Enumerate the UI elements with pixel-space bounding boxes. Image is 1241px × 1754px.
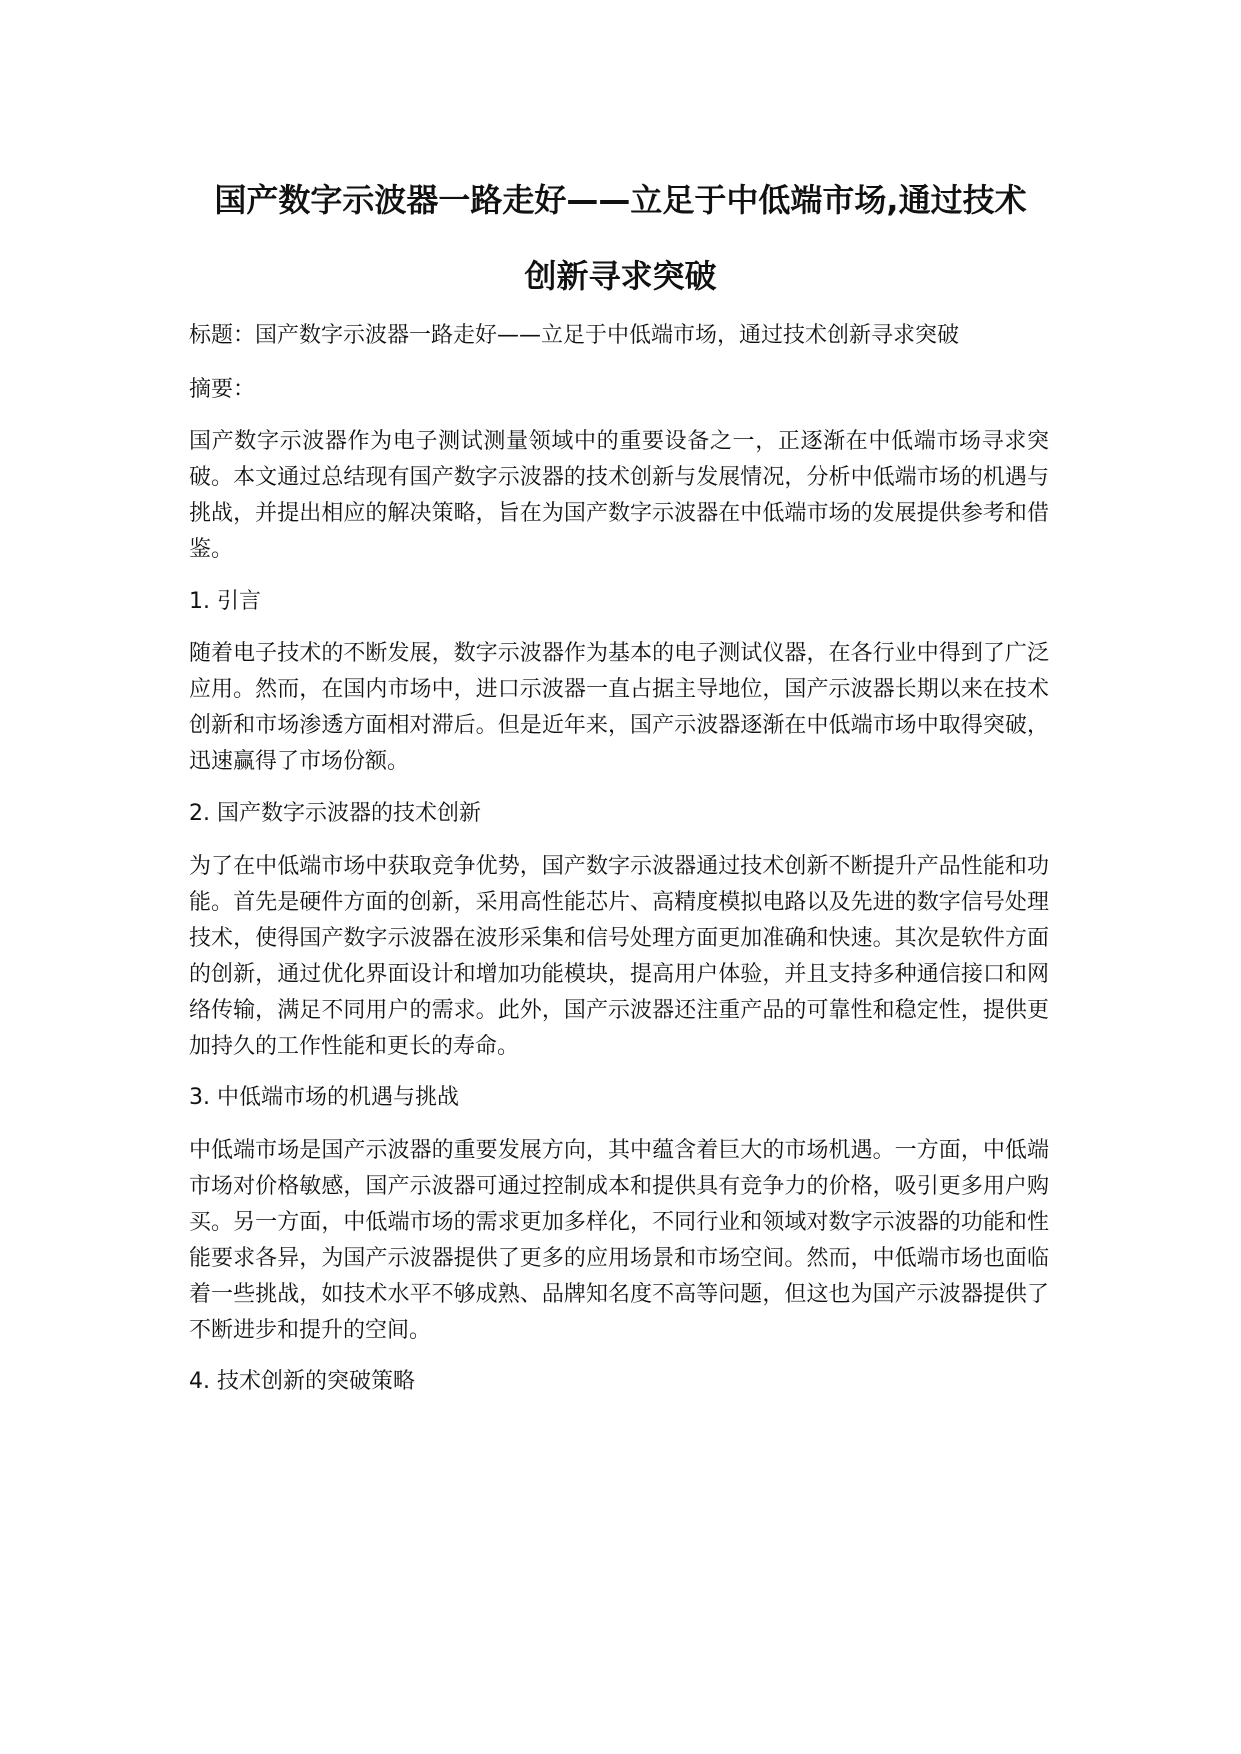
- section-heading-tech-innovation: 2. 国产数字示波器的技术创新: [189, 801, 481, 826]
- abstract-label: 摘要：: [189, 377, 256, 402]
- meta-title-line: 标题：国产数字示波器一路走好——立足于中低端市场，通过技术创新寻求突破: [189, 323, 960, 348]
- section-body-tech-innovation: 为了在中低端市场中获取竞争优势，国产数字示波器通过技术创新不断提升产品性能和功能。首先是硬件方面的创新，采用高性能芯片、高精度模拟电路以及先进的数字信号处理技术，使得国产数字示波器在波形采集和信号处理方面更加准确和快速。其次是软件方面的创新，通过优化界面设计和增加功能模块，提高用户体验，并且支持多种通信接口和网络传输，满足不同用户的需求。此外，国产示波器还注重产品的可靠性和稳定性，提供更加持久的工作性能和更长的寿命。: [189, 854, 1049, 1059]
- section-heading-breakthrough-strategy: 4. 技术创新的突破策略: [189, 1369, 415, 1394]
- section-heading-introduction: 1. 引言: [189, 589, 261, 614]
- document-title-line-1: 国产数字示波器一路走好——立足于中低端市场,通过技术: [214, 181, 1027, 219]
- abstract-paragraph: 国产数字示波器作为电子测试测量领域中的重要设备之一，正逐渐在中低端市场寻求突破。本文通过总结现有国产数字示波器的技术创新与发展情况，分析中低端市场的机遇与挑战，并提出相应的解决策略，旨在为国产数字示波器在中低端市场的发展提供参考和借鉴。: [189, 429, 1049, 562]
- section-body-market-opportunities: 中低端市场是国产示波器的重要发展方向，其中蕴含着巨大的市场机遇。一方面，中低端市场对价格敏感，国产示波器可通过控制成本和提供具有竞争力的价格，吸引更多用户购买。另一方面，中低端市场的需求更加多样化，不同行业和领域对数字示波器的功能和性能要求各异，为国产示波器提供了更多的应用场景和市场空间。然而，中低端市场也面临着一些挑战，如技术水平不够成熟、品牌知名度不高等问题，但这也为国产示波器提供了不断进步和提升的空间。: [189, 1138, 1049, 1343]
- document-title-line-2: 创新寻求突破: [524, 257, 717, 295]
- section-heading-market-opportunities: 3. 中低端市场的机遇与挑战: [189, 1085, 459, 1110]
- section-body-introduction: 随着电子技术的不断发展，数字示波器作为基本的电子测试仪器，在各行业中得到了广泛应用。然而，在国内市场中，进口示波器一直占据主导地位，国产示波器长期以来在技术创新和市场渗透方面相对滞后。但是近年来，国产示波器逐渐在中低端市场中取得突破，迅速赢得了市场份额。: [189, 641, 1049, 774]
